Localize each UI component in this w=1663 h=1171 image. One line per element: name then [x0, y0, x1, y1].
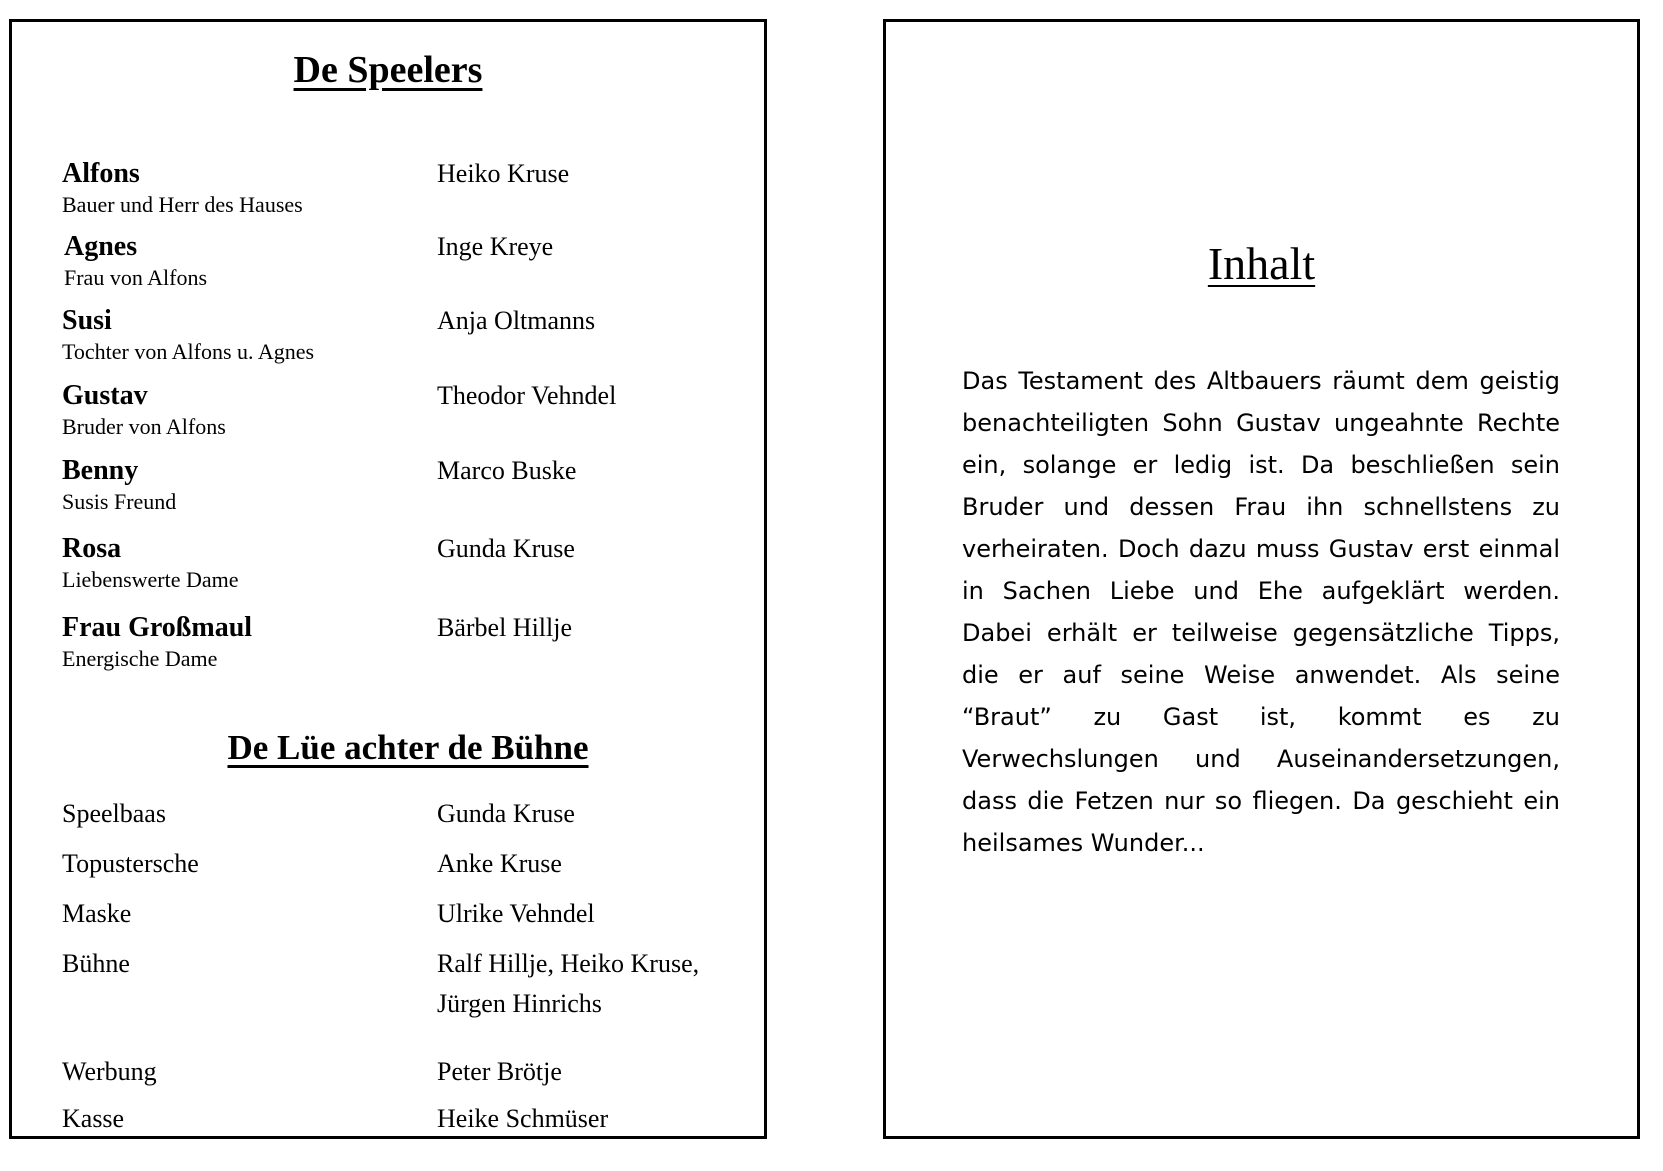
summary-text: Das Testament des Altbauers räumt dem geistig benachteiligten Sohn Gustav ungeahnte Rechte ein, solange er ledig ist. Da beschließen sein Bruder und dessen Frau ihn schnellstens zu verheiraten. Doch dazu muss Gustav erst einmal in Sachen Liebe und Ehe aufgeklärt werden. Dabei erhält er teilweise gegensätzliche Tipps, die er auf seine Weise anwendet. Als seine “Braut” zu Gast ist, kommt es zu Verwechslungen und Auseinandersetzungen, dass die Fetzen nur so fliegen. Da geschieht ein heilsames Wunder...: [962, 367, 1560, 857]
role-name: Rosa: [62, 533, 122, 564]
role-description: Bauer und Herr des Hauses: [62, 192, 303, 217]
role-description: Bruder von Alfons: [62, 414, 226, 439]
cast-heading: De Speelers: [293, 49, 483, 91]
summary-heading: Inhalt: [1207, 238, 1316, 289]
crew-name: Gunda Kruse: [437, 799, 575, 828]
actor-name: Marco Buske: [437, 456, 577, 485]
role-description: Susis Freund: [62, 489, 177, 514]
actor-name: Anja Oltmanns: [437, 306, 596, 335]
summary-page: [883, 19, 1640, 1139]
crew-name: Ulrike Vehndel: [437, 899, 595, 928]
role-name: Alfons: [62, 158, 140, 189]
crew-job: Speelbaas: [62, 799, 166, 828]
role-description: Energische Dame: [62, 646, 218, 671]
crew-name: Anke Kruse: [437, 849, 562, 878]
crew-job: Bühne: [62, 949, 130, 978]
crew-name: Ralf Hillje, Heiko Kruse, Jürgen Hinrichs: [437, 949, 700, 1018]
role-name: Susi: [62, 305, 112, 336]
crew-name: Peter Brötje: [437, 1057, 562, 1086]
crew-heading: De Lüe achter de Bühne: [227, 728, 589, 767]
actor-name: Bärbel Hillje: [437, 613, 573, 642]
actor-name: Gunda Kruse: [437, 534, 575, 563]
actor-name: Heiko Kruse: [437, 159, 570, 188]
role-description: Frau von Alfons: [64, 265, 207, 290]
actor-name: Theodor Vehndel: [437, 381, 617, 410]
crew-job: Topustersche: [62, 849, 199, 878]
role-name: Gustav: [62, 380, 148, 411]
crew-job: Werbung: [62, 1057, 157, 1086]
role-name: Benny: [62, 455, 139, 486]
role-name: Agnes: [64, 231, 138, 262]
actor-name: Inge Kreye: [437, 232, 554, 261]
role-description: Liebenswerte Dame: [62, 567, 239, 592]
cast-page: [9, 19, 767, 1139]
crew-job: Maske: [62, 899, 132, 928]
role-description: Tochter von Alfons u. Agnes: [62, 339, 315, 364]
role-name: Frau Großmaul: [62, 612, 253, 643]
crew-job: Kasse: [62, 1104, 125, 1133]
crew-name: Heike Schmüser: [437, 1104, 609, 1133]
